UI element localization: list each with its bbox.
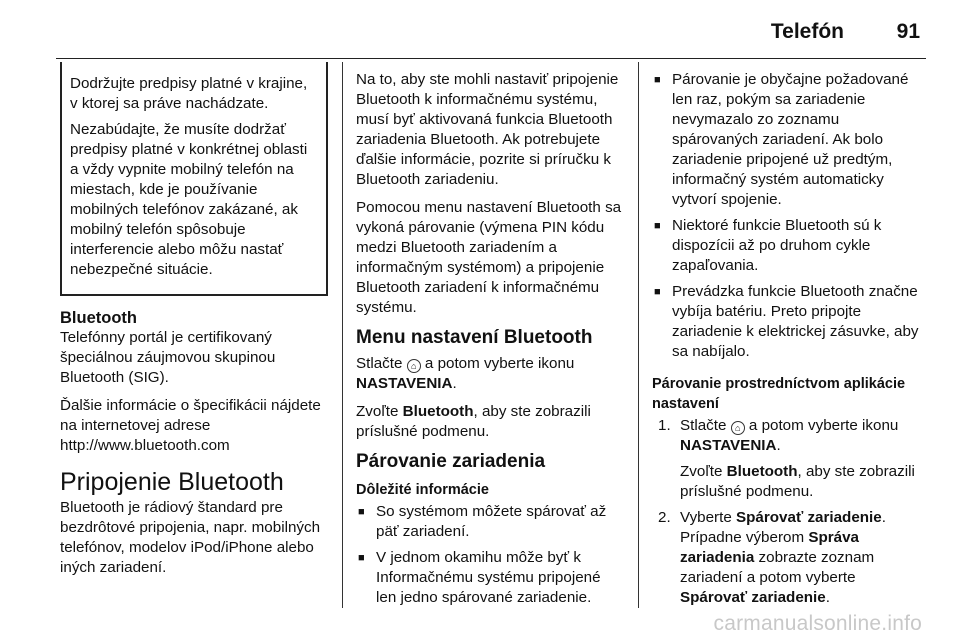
list-item: ■ Niektoré funkcie Bluetooth sú k dispozícii až po druhom cykle zapaľovania. (652, 216, 924, 276)
pairing-via-settings-heading: Párovanie prostredníctvom aplikácie nastavení (652, 376, 906, 412)
list-item: ■ Párovanie je obyčajne požadované len raz, pokým sa zariadenie nevymazalo zo zoznamu spárovaných zariadení. Ak bolo zariadenie pripojené už predtým, informačný systém automaticky vytvorí spojenie. (652, 70, 924, 210)
section-title: Telefón (770, 20, 844, 43)
step-2: 2. Vyberte Spárovať zariadenie. Prípadne výberom Správa zariadenia zobrazte zoznam zariadení a potom vyberte Spárovať zariadenie. (658, 509, 886, 606)
warning-text-2: Nezabúdajte, že musíte dodržať predpisy platné v konkrétnej oblasti a vždy vypnite mobilný telefón na miestach, kde je používanie mobilných telefónov zakázané, ak mobilný telefón spôsobuje interferencie alebo môžu nastať nebezpečné situácie. (70, 121, 308, 278)
settings-menu-heading: Menu nastavení Bluetooth (356, 327, 593, 348)
bluetooth-text-2: Ďalšie informácie o špecifikácii nájdete na internetovej adrese http://www.bluetooth.com (60, 397, 321, 454)
watermark: carmanualsonline.info (713, 612, 922, 635)
pairing-steps (652, 416, 924, 608)
settings-menu-step-1: Stlačte ⌂ a potom vyberte ikonu NASTAVENIA. (356, 355, 575, 392)
important-info-heading: Dôležité informácie (356, 482, 489, 498)
pairing-heading: Párovanie zariadenia (356, 451, 546, 472)
home-icon: ⌂ (731, 421, 745, 435)
header-rule (56, 58, 926, 59)
column-divider-1 (342, 62, 343, 608)
page-number: 91 (896, 20, 920, 43)
pairing-notes-list (652, 70, 924, 362)
intro-text-2: Pomocou menu nastavení Bluetooth sa vykoná párovanie (výmena PIN kódu medzi Bluetooth zariadením a informačným systémom) a pripojenie Bluetooth zariadení k informačnému systému. (356, 199, 622, 316)
column-1 (60, 70, 328, 586)
page-header (0, 0, 960, 62)
settings-menu-step-2: Zvoľte Bluetooth, aby ste zobrazili príslušné podmenu. (356, 403, 591, 440)
list-item: ■ V jednom okamihu môže byť k Informačnému systému pripojené len jedno spárované zariadenie. (356, 548, 624, 608)
connection-text: Bluetooth je rádiový štandard pre bezdrôtové pripojenia, napr. mobilných telefónov, modelov iPod/iPhone alebo iných zariadení. (60, 499, 321, 576)
column-3 (652, 70, 924, 614)
bluetooth-text-1: Telefónny portál je certifikovaný špeciálnou záujmovou skupinou Bluetooth (SIG). (60, 329, 276, 386)
column-divider-2 (638, 62, 639, 608)
step-1: 1. Stlačte ⌂ a potom vyberte ikonu NASTAVENIA. Zvoľte Bluetooth, aby ste zobrazili príslušné podmenu. (658, 417, 915, 500)
intro-text-1: Na to, aby ste mohli nastaviť pripojenie Bluetooth k informačnému systému, musí byť aktivovaná funkcia Bluetooth zariadenia Bluetooth. Ak potrebujete ďalšie informácie, pozrite si príručku k Bluetooth zariadeniu. (356, 71, 619, 188)
warning-box (60, 62, 328, 296)
important-info-list (356, 502, 624, 608)
home-icon: ⌂ (407, 359, 421, 373)
list-item: ■ Prevádzka funkcie Bluetooth značne vybíja batériu. Preto pripojte zariadenie k elektrickej zásuvke, aby sa nabíjalo. (652, 282, 924, 362)
column-2 (356, 70, 624, 614)
connection-heading: Pripojenie Bluetooth (60, 468, 284, 496)
bluetooth-heading: Bluetooth (60, 309, 137, 327)
list-item: ■ So systémom môžete spárovať až päť zariadení. (356, 502, 624, 542)
warning-text-1: Dodržujte predpisy platné v krajine, v ktorej sa práve nachádzate. (70, 75, 308, 112)
